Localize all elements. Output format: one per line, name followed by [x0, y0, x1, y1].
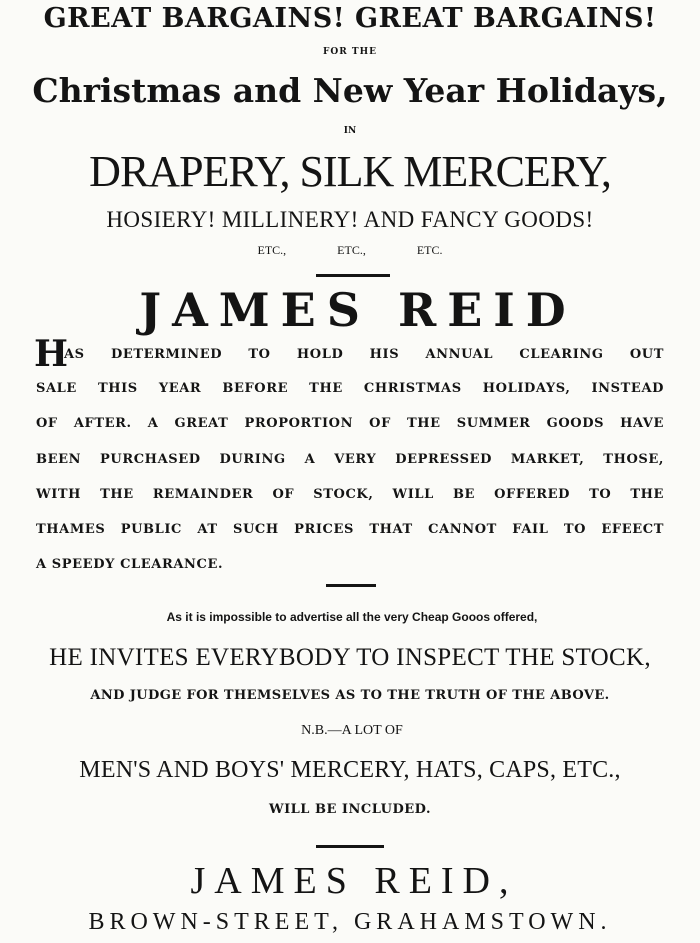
for-the-label: FOR THE	[323, 47, 377, 57]
announcement-line-3: OF AFTER. A GREAT PROPORTION OF THE SUMMER GOODS HAVE	[36, 416, 664, 431]
mercery-heading: MEN'S AND BOYS' MERCERY, HATS, CAPS, ETC.,	[79, 757, 621, 783]
etc-1: ETC.,	[257, 243, 287, 257]
great-bargains-heading: GREAT BARGAINS! GREAT BARGAINS!	[43, 3, 657, 34]
etc-2: ETC.,	[337, 243, 366, 257]
merchant-name: JAMES REID	[139, 283, 577, 337]
announcement-line-6: THAMES PUBLIC AT SUCH PRICES THAT CANNOT FAIL TO EFEECT	[36, 522, 664, 537]
announcement-line-1: AS DETERMINED TO HOLD HIS ANNUAL CLEARING OUT	[64, 347, 664, 362]
in-label: IN	[343, 126, 357, 136]
footer-address: BROWN-STREET, GRAHAMSTOWN.	[88, 909, 612, 935]
announcement-line-2: SALE THIS YEAR BEFORE THE CHRISTMAS HOLIDAYS, INSTEAD	[36, 381, 664, 396]
divider-rule-3	[316, 845, 384, 848]
announcement-line-7: A SPEEDY CLEARANCE.	[36, 557, 224, 572]
judge-line: AND JUDGE FOR THEMSELVES AS TO THE TRUTH OF THE ABOVE.	[90, 688, 610, 703]
nb-line: N.B.—A LOT OF	[301, 723, 403, 738]
hosiery-heading: HOSIERY! MILLINERY! AND FANCY GOODS!	[106, 207, 594, 232]
impossible-notice: As it is impossible to advertise all the very Cheap Gooos offered,	[166, 610, 538, 624]
divider-rule-1	[316, 274, 390, 277]
announcement-line-5: WITH THE REMAINDER OF STOCK, WILL BE OFFERED TO THE	[36, 487, 664, 502]
announcement-line-4: BEEN PURCHASED DURING A VERY DEPRESSED MARKET, THOSE,	[36, 452, 664, 467]
holidays-heading: Christmas and New Year Holidays,	[32, 71, 668, 110]
footer-merchant-name: JAMES REID,	[190, 860, 518, 902]
included-line: WILL BE INCLUDED.	[268, 802, 431, 817]
etc-row	[0, 244, 700, 256]
drop-cap-letter: H	[34, 333, 69, 375]
invites-heading: HE INVITES EVERYBODY TO INSPECT THE STOCK,	[49, 644, 651, 671]
etc-3: ETC.	[416, 243, 443, 257]
drapery-heading: DRAPERY, SILK MERCERY,	[89, 147, 611, 196]
divider-rule-2	[326, 584, 376, 587]
